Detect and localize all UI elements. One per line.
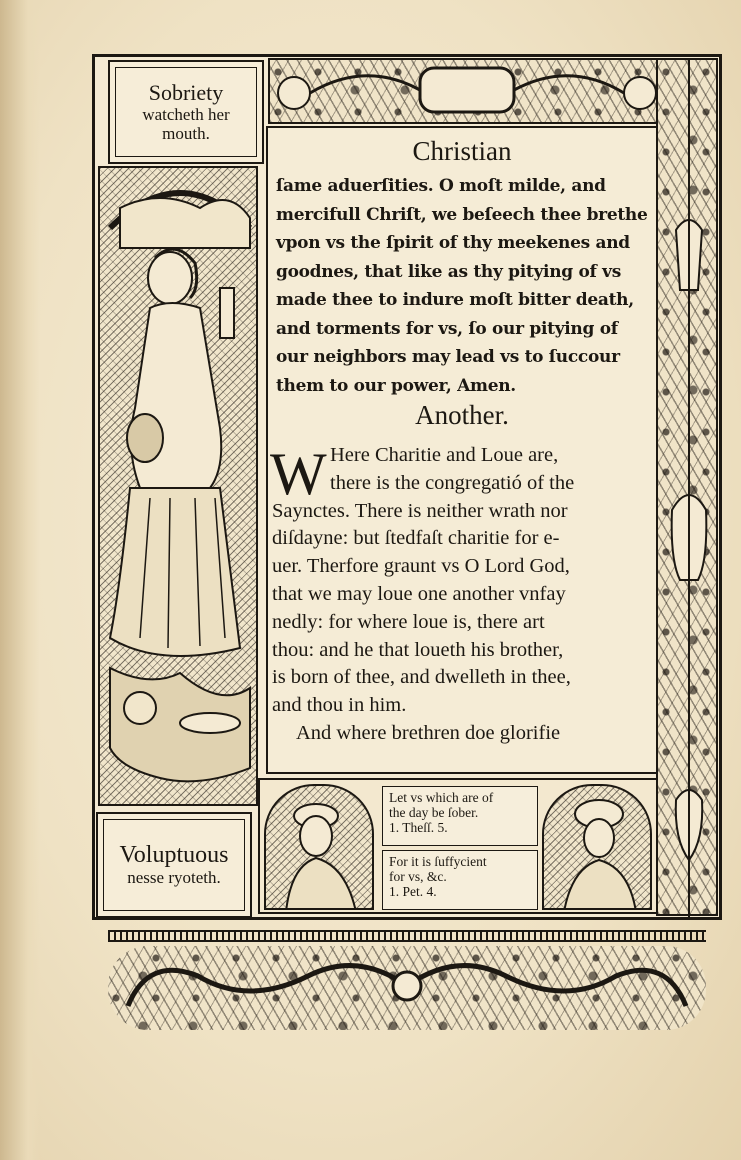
text-line: Here Charitie and Loue are,: [330, 444, 559, 466]
caption-line: nesse ryoteth.: [127, 868, 221, 887]
citation-panel: [258, 778, 658, 914]
caption-line: watcheth her: [142, 105, 230, 124]
text-line: diſdayne: but ſtedfaſt charitie for e-: [272, 527, 560, 550]
citation-line: 1. Theſſ. 5.: [389, 820, 448, 835]
bottom-scroll-ornament: [108, 930, 706, 1030]
roman-prayer: [272, 442, 656, 748]
allegorical-woodcut-figure: [98, 166, 258, 806]
woman-figure-illustration: [100, 168, 258, 806]
turbaned-man-illustration: [544, 786, 652, 910]
text-line: vpon vs the ſpirit of thy meekenes and: [276, 233, 630, 253]
blackletter-prayer: [276, 172, 656, 400]
caption-sobriety: [108, 60, 264, 164]
vase-ornament: [658, 60, 720, 918]
citation-line: for vs, &c.: [389, 869, 447, 884]
scrollwork-ornament: [270, 60, 664, 126]
top-floral-ornament: [268, 58, 662, 124]
scrollwork-ornament: [108, 946, 706, 1030]
text-line: nedly: for where loue is, there art: [272, 610, 545, 633]
citation-line: 1. Pet. 4.: [389, 884, 437, 899]
text-line: mercifull Chriſt, we beſeech thee brethe: [276, 204, 648, 225]
caption-line: mouth.: [162, 124, 210, 143]
page-gutter: [0, 0, 40, 1160]
citation-thessalonians: [382, 786, 538, 846]
ornament-bar: [108, 930, 706, 942]
text-line: made thee to indure moſt bitter death,: [276, 290, 634, 310]
text-line: there is the congregatió of the: [330, 471, 575, 494]
citation-peter: [382, 850, 538, 910]
right-portrait-woodcut: [542, 784, 652, 910]
text-line: uer. Therfore graunt vs O Lord God,: [272, 555, 570, 578]
running-head: Christian: [412, 136, 512, 166]
left-portrait-woodcut: [264, 784, 374, 910]
text-line: is born of thee, and dwelleth in thee,: [272, 666, 571, 689]
caption-line: Voluptuous: [119, 842, 229, 868]
text-line: thou: and he that loueth his brother,: [272, 638, 564, 661]
section-heading: Another.: [415, 400, 509, 430]
citation-line: For it is ſuffycient: [389, 854, 487, 869]
caption-voluptuousness: [96, 812, 252, 918]
text-line: them to our power, Amen.: [276, 375, 516, 396]
text-line: that we may loue one another vnfay: [272, 582, 566, 605]
text-line: Saynctes. There is neither wrath nor: [272, 499, 568, 522]
right-floral-ornament: [656, 58, 718, 916]
text-line: And where brethren doe glorifie: [296, 721, 561, 744]
caption-line: Sobriety: [148, 80, 224, 105]
citation-line: Let vs which are of: [389, 790, 494, 805]
scrollwork-banner: [108, 946, 706, 1030]
text-line: and torments for vs, ſo our pitying of: [276, 318, 618, 339]
bearded-man-illustration: [266, 786, 374, 910]
main-text-area: [266, 126, 658, 774]
text-line: our neighbors may lead vs to ſuccour: [276, 347, 620, 367]
citation-line: the day be ſober.: [389, 805, 479, 820]
text-line: goodnes, that like as thy pitying of vs: [276, 261, 621, 282]
text-line: and thou in him.: [272, 694, 407, 717]
drop-cap-initial: W: [270, 441, 327, 507]
text-line: ſame aduerſities. O moſt milde, and: [276, 176, 606, 196]
